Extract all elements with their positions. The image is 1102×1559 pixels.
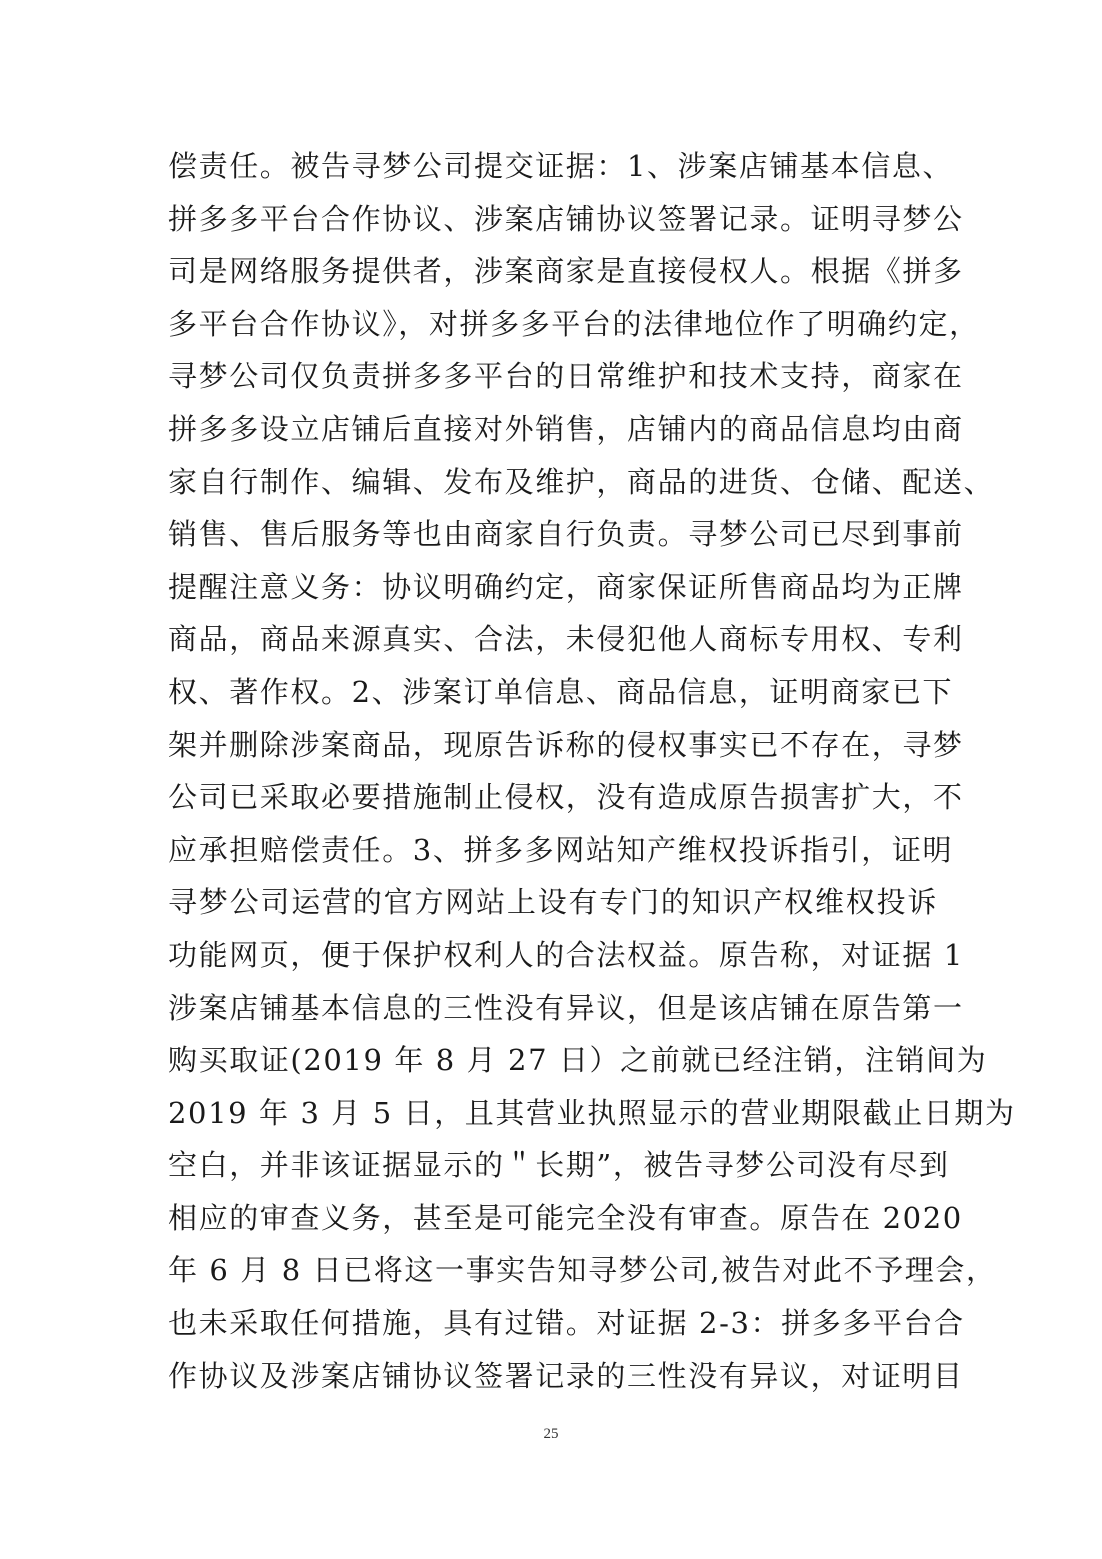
text-line: 拼多多设立店铺后直接对外销售，店铺内的商品信息均由商: [168, 411, 964, 446]
text-line: 家自行制作、编辑、发布及维护，商品的进货、仓储、配送、: [168, 464, 995, 499]
text-line: 应承担赔偿责任。3、拼多多网站知产维权投诉指引，证明: [168, 832, 954, 867]
text-line: 提醒注意义务：协议明确约定，商家保证所售商品均为正牌: [168, 569, 964, 604]
text-line: 购买取证(2019 年 8 月 27 日）之前就已经注销，注销间为: [168, 1043, 988, 1078]
text-line: 2019 年 3 月 5 日，且其营业执照显示的营业期限截止日期为: [168, 1095, 1016, 1130]
text-line: 相应的审查义务，甚至是可能完全没有审查。原告在 2020: [168, 1200, 963, 1235]
text-line: 架并删除涉案商品，现原告诉称的侵权事实已不存在，寻梦: [168, 727, 964, 762]
body-text: [168, 140, 1016, 1402]
text-line: 年 6 月 8 日已将这一事实告知寻梦公司,被告对此不予理会，: [168, 1253, 997, 1288]
text-line: 拼多多平台合作协议、涉案店铺协议签署记录。证明寻梦公: [168, 201, 964, 236]
text-line: 司是网络服务提供者，涉案商家是直接侵权人。根据《拼多: [168, 254, 964, 289]
text-line: 空白，并非该证据显示的＂长期”，被告寻梦公司没有尽到: [168, 1148, 950, 1183]
page-number: 25: [543, 1426, 559, 1442]
text-line: 多平台合作协议》，对拼多多平台的法律地位作了明确约定，: [168, 306, 980, 341]
text-line: 权、著作权。2、涉案订单信息、商品信息，证明商家已下: [168, 674, 954, 709]
text-line: 功能网页，便于保护权利人的合法权益。原告称，对证据 1: [168, 937, 964, 972]
text-line: 也未采取任何措施，具有过错。对证据 2-3：拼多多平台合: [168, 1306, 965, 1341]
text-line: 涉案店铺基本信息的三性没有异议，但是该店铺在原告第一: [168, 990, 964, 1025]
text-line: 商品，商品来源真实、合法，未侵犯他人商标专用权、专利: [168, 622, 964, 657]
text-line: 作协议及涉案店铺协议签署记录的三性没有异议，对证明目: [168, 1358, 964, 1393]
text-line: 销售、售后服务等也由商家自行负责。寻梦公司已尽到事前: [168, 517, 964, 552]
text-line: 寻梦公司仅负责拼多多平台的日常维护和技术支持，商家在: [168, 359, 964, 394]
text-line: 公司已采取必要措施制止侵权，没有造成原告损害扩大，不: [168, 780, 964, 815]
text-line: 寻梦公司运营的官方网站上设有专门的知识产权维权投诉: [168, 885, 938, 920]
text-line: 偿责任。被告寻梦公司提交证据：1、涉案店铺基本信息、: [168, 149, 954, 183]
